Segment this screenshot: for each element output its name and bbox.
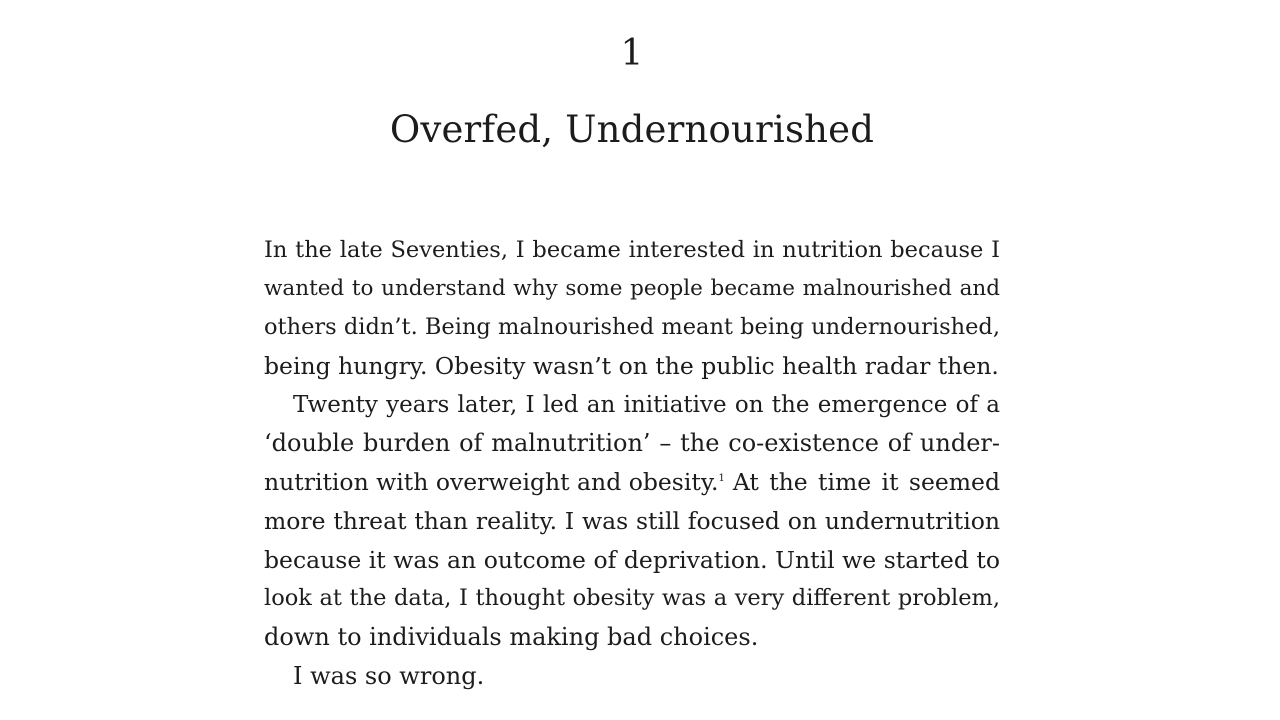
text-line: look at the data, I thought obesity was a very different problem,: [264, 585, 1000, 612]
text-line: I was so wrong.: [293, 661, 485, 690]
text-segment: [264, 463, 725, 502]
text-line: others didn’t. Being malnourished meant being undernourished,: [264, 314, 1000, 341]
text-line: wanted to understand why some people became malnourished and: [264, 275, 1000, 301]
chapter-title: Overfed, Undernourished: [389, 108, 875, 151]
chapter-number: 1: [620, 33, 644, 74]
text-line: being hungry. Obesity wasn’t on the public health radar then.: [264, 352, 999, 381]
footnote-marker[interactable]: 1: [718, 473, 725, 485]
text-line: down to individuals making bad choices.: [264, 622, 759, 651]
paragraph-1: [264, 231, 1000, 386]
text-line-with-footnote: [264, 463, 1000, 502]
text-line: because it was an outcome of deprivation. Until we started to: [264, 545, 1000, 574]
text-line: In the late Seventies, I became interested in nutrition because I: [264, 237, 1000, 263]
chapter-body: [264, 231, 1000, 695]
text-line: Twenty years later, I led an initiative on the emergence of a: [293, 391, 1000, 418]
text-line: ‘double burden of malnutrition’ – the co-existence of under-: [264, 429, 1000, 458]
paragraph-3: [264, 657, 1000, 696]
text-line: more threat than reality. I was still focused on undernutrition: [264, 506, 1000, 535]
text-segment-lead: nutrition with overweight and obesity.: [264, 468, 719, 497]
text-segment-trail: At the time it seemed: [732, 468, 1000, 497]
paragraph-2: [264, 386, 1000, 657]
